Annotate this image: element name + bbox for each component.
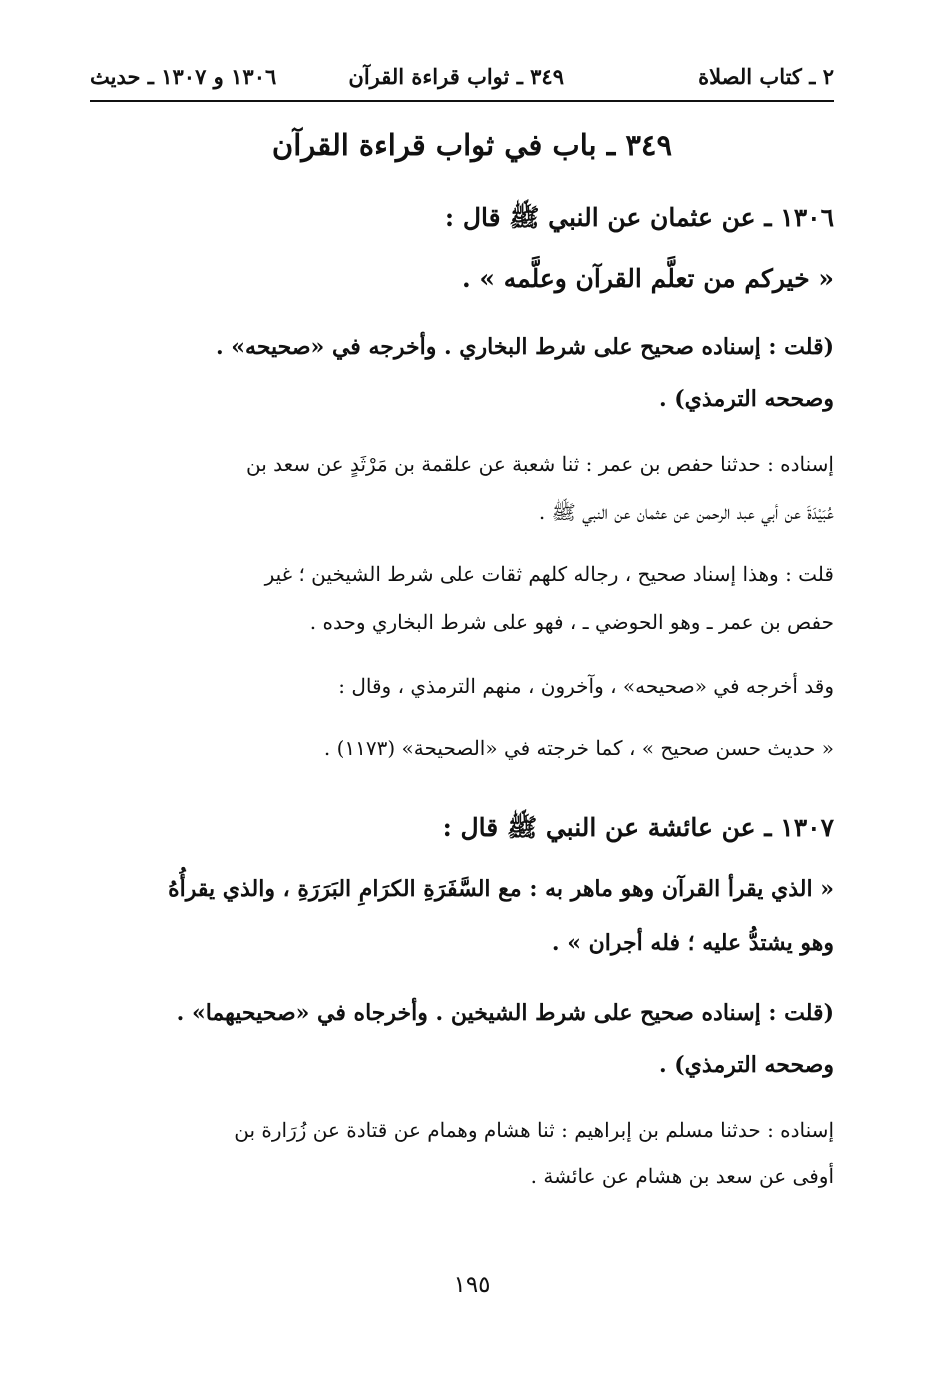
running-header (90, 60, 834, 102)
page-number: ١٩٥ (453, 1272, 491, 1298)
hadith-1306-isnad-line2: عُبَيْدَةَ عن أبي عبد الرحمن عن عثمان عن النبي ﷺ . (538, 500, 834, 524)
hadith-1306-note-line2: وصححه الترمذي) . (658, 386, 834, 412)
hadith-1306-text: « خيركم من تعلَّم القرآن وعلَّمه » . (462, 264, 834, 293)
header-book-title: ٢ ـ كتاب الصلاة (698, 64, 834, 89)
header-hadith-range: ١٣٠٦ و ١٣٠٧ ـ حديث (90, 64, 277, 89)
hadith-1306-comment-line1: قلت : وهذا إسناد صحيح ، رجاله كلهم ثقات على شرط الشيخين ؛ غير (264, 562, 834, 586)
hadith-1306-comment-line4: « حديث حسن صحيح » ، كما خرجته في «الصحيحة» (١١٧٣) . (323, 736, 834, 760)
hadith-1307-text-line1: « الذي يقرأ القرآن وهو ماهر به : مع السَّفَرَةِ الكرَامِ البَرَرَةِ ، والذي يقرأُهُ (168, 876, 834, 902)
chapter-title: ٣٤٩ ـ باب في ثواب قراءة القرآن (271, 128, 673, 162)
hadith-1307-note-line1: (قلت : إسناده صحيح على شرط الشيخين . وأخرجاه في «صحيحيهما» . (176, 1000, 834, 1026)
hadith-1307-text-line2: وهو يشتدُّ عليه ؛ فله أجران » . (551, 930, 834, 956)
hadith-1307-isnad-line1: إسناده : حدثنا مسلم بن إبراهيم : ثنا هشام وهمام عن قتادة عن زُرَارة بن (234, 1118, 834, 1142)
hadith-1306-intro: ١٣٠٦ ـ عن عثمان عن النبي ﷺ قال : (444, 203, 834, 232)
hadith-1307-note-line2: وصححه الترمذي) . (658, 1052, 834, 1078)
hadith-1306-isnad-line1: إسناده : حدثنا حفص بن عمر : ثنا شعبة عن علقمة بن مَرْثَدٍ عن سعد بن (246, 452, 834, 476)
hadith-1306-note-line1: (قلت : إسناده صحيح على شرط البخاري . وأخرجه في «صحيحه» . (215, 334, 834, 360)
hadith-1307-intro: ١٣٠٧ ـ عن عائشة عن النبي ﷺ قال : (442, 813, 834, 842)
hadith-1306-comment-line3: وقد أخرجه في «صحيحه» ، وآخرون ، منهم الترمذي ، وقال : (338, 674, 834, 698)
hadith-1306-comment-line2: حفص بن عمر ـ وهو الحوضي ـ ، فهو على شرط البخاري وحده . (309, 610, 834, 634)
hadith-1307-isnad-line2: أوفى عن سعد بن هشام عن عائشة . (530, 1164, 834, 1188)
header-chapter-title: ٣٤٩ ـ ثواب قراءة القرآن (348, 64, 564, 89)
